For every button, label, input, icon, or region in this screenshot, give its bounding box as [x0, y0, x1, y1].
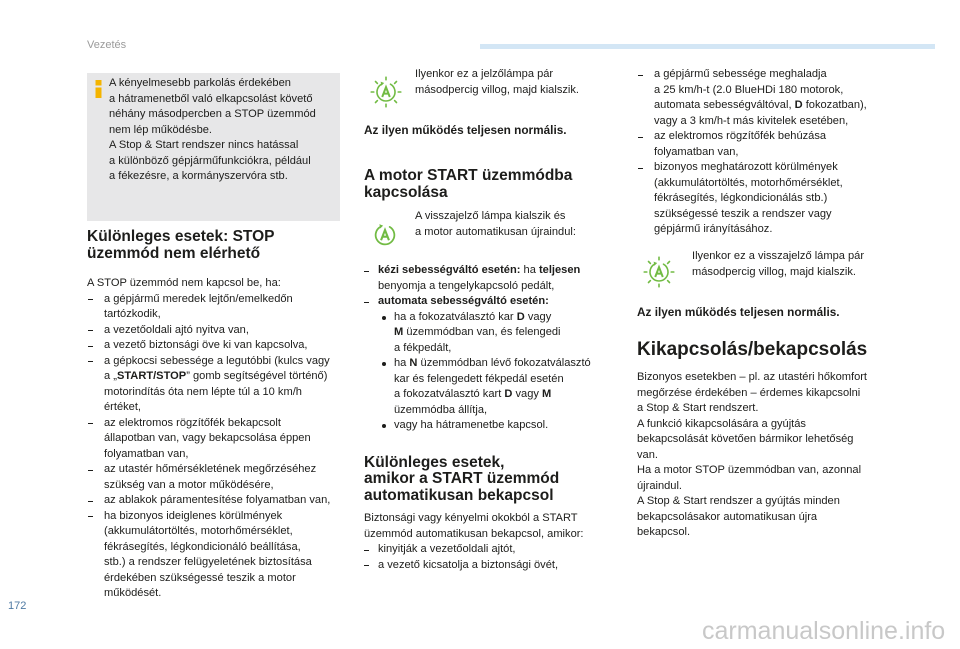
heading-line: kapcsolása — [364, 183, 448, 201]
text: vagy — [512, 388, 542, 400]
paragraph-line: van. — [637, 448, 658, 461]
list-item — [364, 542, 584, 558]
section-heading-start-auto — [364, 455, 559, 505]
list-item-text: az elektromos rögzítőfék behúzása — [654, 130, 827, 142]
bullet-continuation — [364, 387, 591, 403]
page-number: 172 — [8, 600, 27, 612]
list-item — [87, 292, 330, 308]
section-heading-deactivation: Kikapcsolás/bekapcsolás — [637, 339, 868, 360]
note-line: másodpercig villog, majd kialszik. — [692, 265, 857, 278]
text: üzemmódban van, és felengedi — [403, 326, 561, 338]
list-item-text: az ablakok páramentesítése folyamatban van, — [104, 494, 331, 506]
list-dash-marker — [88, 346, 93, 347]
bullet-marker — [382, 316, 386, 320]
list-item-continuation: fékrásegítés, légkondicionálás stb.) — [654, 192, 828, 204]
list-dash-marker — [364, 271, 369, 272]
start-conditions-list — [364, 263, 591, 434]
text: vagy — [524, 310, 552, 323]
paragraph-line: bekapcsolásakor automatikusan újra — [637, 510, 818, 523]
paragraph-line: a Stop & Start rendszert. — [637, 402, 759, 414]
list-item-text: a gépjármű meredek lejtőn/emelkedőn — [104, 292, 293, 305]
text: ha — [394, 357, 410, 369]
bullet-continuation: a fékpedált, — [394, 341, 452, 354]
gear-letter: M — [394, 326, 404, 338]
list-item-continuation: érdekében szükségessé teszik a motor — [104, 571, 296, 584]
paragraph-line: megőrzése érdekében – érdemes kikapcsolni — [637, 386, 861, 399]
gear-letter: M — [542, 388, 552, 400]
text: automata sebességváltóval, — [654, 99, 795, 111]
start-stop-button-name: START/STOP — [116, 370, 187, 382]
list-dash-marker — [88, 423, 93, 424]
bullet-continuation — [364, 325, 591, 341]
section-heading-stop-unavailable — [87, 228, 275, 262]
info-line: a különböző gépjárműfunkciókra, például — [109, 154, 311, 167]
text: üzemmódban lévő fokozatválasztó — [417, 357, 591, 369]
heading-line: Különleges esetek, — [364, 453, 505, 471]
heading-line: üzemmód nem elérhető — [87, 245, 261, 262]
section-heading-start-mode — [364, 167, 572, 201]
paragraph-line: A funkció kikapcsolására a gyújtás — [637, 417, 806, 430]
info-line: A Stop & Start rendszer nincs hatással — [109, 139, 299, 151]
indicator-off-note — [415, 209, 576, 240]
list-item-text: a vezető biztonsági öve ki van kapcsolva, — [104, 339, 308, 351]
note-line: másodpercig villog, majd kialszik. — [415, 83, 580, 96]
normal-operation-note: Az ilyen működés teljesen normális. — [364, 123, 567, 137]
list-item-continuation: (akkumulátortöltés, motorhőmérséklet, — [654, 176, 843, 189]
list-item-continuation: gépjármű irányításához. — [654, 223, 773, 235]
list-item — [87, 493, 330, 509]
info-line: A kényelmesebb parkolás érdekében — [109, 77, 291, 89]
bullet-item — [364, 418, 591, 434]
paragraph-line: Bizonyos esetekben – pl. az utastéri hőkomfort — [637, 371, 868, 383]
list-item — [87, 509, 330, 525]
list-item — [87, 416, 330, 432]
list-item-text: bizonyos meghatározott körülmények — [654, 161, 838, 173]
text: vagy ha hátramenetbe kapcsol. — [394, 419, 549, 431]
list-item — [87, 323, 330, 339]
intro-text: A STOP üzemmód nem kapcsol be, ha: — [87, 277, 281, 289]
indicator-flash-note — [692, 249, 864, 280]
list-item-continuation: állapotban van, vagy bekapcsolása éppen — [104, 432, 311, 444]
text: a „ — [104, 370, 117, 382]
gear-letter: D — [504, 388, 513, 400]
list-item-text: a gépkocsi sebessége a legutóbbi (kulcs vagy — [104, 354, 330, 367]
info-icon — [95, 80, 102, 98]
note-line: A visszajelző lámpa kialszik és — [415, 210, 566, 222]
list-item-text: kinyitják a vezetőoldali ajtót, — [378, 543, 516, 555]
list-item-continuation: tartózkodik, — [104, 308, 161, 320]
paragraph-line: újraindul. — [637, 479, 683, 492]
list-dash-marker — [88, 299, 93, 300]
list-item-continuation: stb.) a rendszer felügyeletének biztosítása — [104, 556, 312, 568]
list-item-continuation: működését. — [104, 587, 162, 599]
bullet-continuation: üzemmódba állítja, — [394, 403, 488, 416]
start-auto-list-continued — [637, 67, 867, 238]
paragraph-line: bekapcsolását követően bármikor lehetőség — [637, 433, 854, 445]
list-item-continuation: folyamatban van, — [104, 447, 189, 460]
list-item — [87, 354, 330, 370]
note-line: a motor automatikusan újraindul: — [415, 225, 576, 238]
normal-operation-note: Az ilyen működés teljesen normális. — [637, 305, 840, 319]
bullet-continuation: kar és felengedett fékpedál esetén — [394, 372, 564, 385]
paragraph-line: Ha a motor STOP üzemmódban van, azonnal — [637, 464, 862, 476]
heading-line: amikor a START üzemmód — [364, 470, 560, 488]
list-dash-marker — [364, 550, 369, 551]
list-dash-marker — [638, 168, 643, 169]
info-line: a hátramenetből való elkapcsolást követő — [109, 92, 313, 105]
list-item-text: a gépjármű sebessége meghaladja — [654, 68, 827, 80]
indicator-flash-note — [415, 67, 579, 98]
text: a fokozatválasztó kart — [394, 388, 505, 400]
list-dash-marker — [638, 137, 643, 138]
stop-start-indicator-flashing-icon — [643, 256, 675, 288]
list-item — [637, 160, 867, 176]
list-item-continuation: motorindítás óta nem lépte túl a 10 km/h — [104, 385, 302, 398]
list-item — [637, 129, 867, 145]
intro-text: üzemmód automatikusan bekapcsol, amikor: — [364, 527, 584, 540]
list-dash-marker — [638, 75, 643, 76]
note-line: Ilyenkor ez a jelzőlámpa pár — [415, 68, 554, 80]
list-item-continuation: a 25 km/h-t (2.0 BlueHDi 180 motorok, — [654, 83, 844, 96]
list-item-continuation: szükség van a motor működésére, — [104, 478, 274, 491]
text-bold: kézi sebességváltó esetén: — [378, 264, 521, 276]
deactivation-body — [637, 370, 867, 541]
list-dash-marker — [88, 361, 93, 362]
list-item-manual-gearbox — [364, 263, 591, 279]
stop-start-indicator-flashing-icon — [370, 76, 402, 108]
gear-letter: N — [409, 357, 418, 369]
text: ha a fokozatválasztó kar — [394, 310, 517, 323]
note-line: Ilyenkor ez a visszajelző lámpa pár — [692, 250, 865, 262]
heading-line: Különleges esetek: STOP — [87, 228, 275, 245]
list-dash-marker — [364, 565, 369, 566]
stop-start-indicator-icon — [372, 222, 398, 248]
intro-text: Biztonsági vagy kényelmi okokból a START — [364, 512, 578, 524]
list-item-text: a vezetőoldali ajtó nyitva van, — [104, 323, 249, 336]
stop-unavailable-body — [87, 276, 330, 602]
list-item-continuation — [637, 98, 867, 114]
paragraph-line: A Stop & Start rendszer a gyújtás minden — [637, 495, 840, 507]
list-item-continuation: szükségessé teszik a rendszer vagy — [654, 207, 832, 220]
text: ” gomb segítségével történő) — [186, 370, 328, 382]
list-item — [364, 558, 584, 574]
info-box-text — [109, 76, 316, 185]
list-item-continuation: benyomja a tengelykapcsoló pedált, — [378, 279, 555, 292]
bullet-item — [364, 356, 591, 372]
heading-line: A motor START üzemmódba — [364, 166, 573, 184]
list-item-text: ha bizonyos ideiglenes körülmények — [104, 509, 283, 522]
list-item — [637, 67, 867, 83]
list-dash-marker — [364, 302, 369, 303]
heading-line: automatikusan bekapcsol — [364, 486, 554, 504]
list-item-continuation — [87, 369, 330, 385]
list-item-continuation: (akkumulátortöltés, motorhőmérséklet, — [104, 525, 293, 537]
list-item-continuation: fékrásegítés, légkondicionáló beállítása, — [104, 540, 301, 553]
bullet-marker — [382, 424, 386, 428]
header-accent-bar — [480, 44, 935, 49]
text: ha — [520, 264, 539, 276]
info-line: nem lép működésbe. — [109, 123, 212, 136]
watermark: carmanualsonline.info — [702, 617, 946, 645]
text-bold: teljesen — [538, 264, 581, 276]
list-item — [87, 462, 330, 478]
bullet-marker — [382, 362, 386, 366]
list-dash-marker — [88, 516, 93, 517]
list-item-text: az elektromos rögzítőfék bekapcsolt — [104, 416, 281, 429]
info-line: a fékezésre, a kormányszervóra stb. — [109, 170, 288, 182]
list-item — [87, 338, 330, 354]
gear-letter: D — [794, 99, 803, 111]
list-item-automatic-gearbox — [364, 294, 591, 310]
paragraph-line: bekapcsol. — [637, 526, 691, 538]
info-line: néhány másodpercben a STOP üzemmód — [109, 108, 316, 120]
list-item-continuation: folyamatban van, — [654, 145, 739, 158]
list-dash-marker — [88, 470, 93, 471]
list-dash-marker — [88, 501, 93, 502]
list-item-continuation: vagy a 3 km/h-t más kivitelek esetében, — [654, 114, 849, 127]
running-header: Vezetés — [87, 39, 127, 51]
text-bold: automata sebességváltó esetén: — [378, 295, 549, 307]
list-dash-marker — [88, 330, 93, 331]
text: fokozatban), — [802, 99, 867, 111]
start-auto-body — [364, 511, 584, 573]
bullet-item — [364, 310, 591, 326]
gear-letter: D — [516, 310, 525, 323]
list-item-text: az utastér hőmérsékletének megőrzéséhez — [104, 463, 317, 475]
list-item-text: a vezető kicsatolja a biztonsági övét, — [378, 558, 559, 571]
list-item-continuation: értéket, — [104, 401, 141, 413]
